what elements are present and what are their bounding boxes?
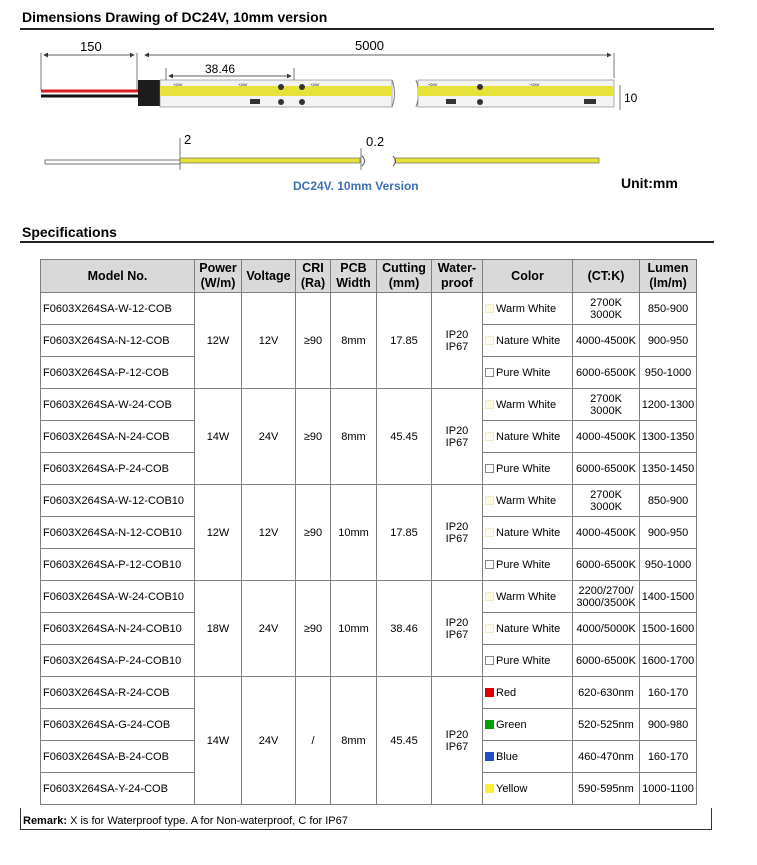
cutting-cell: 45.45 xyxy=(377,389,432,485)
ct-value: 4000-4500K xyxy=(576,526,636,539)
header-voltage: Voltage xyxy=(242,260,296,293)
color-swatch xyxy=(485,720,494,729)
color-label: Red xyxy=(496,686,517,699)
color-cell xyxy=(483,773,573,805)
pcb-cell: 8mm xyxy=(331,389,377,485)
header-cri: CRI (Ra) xyxy=(296,260,331,293)
pcb-cell: 10mm xyxy=(331,581,377,677)
ct-cell xyxy=(573,421,640,453)
dim-wire-length: 150 xyxy=(80,39,102,54)
color-swatch xyxy=(485,624,494,633)
model-cell: F0603X264SA-P-24-COB xyxy=(41,453,195,485)
color-swatch xyxy=(485,752,494,761)
color-swatch xyxy=(485,496,494,505)
pad-label: +24V xyxy=(238,82,248,87)
waterproof-cell xyxy=(432,389,483,485)
dim-width: 10 xyxy=(624,91,638,105)
pcb-cell: 8mm xyxy=(331,677,377,805)
waterproof-rating: IP67 xyxy=(445,532,469,545)
ct-cell xyxy=(573,677,640,709)
color-swatch xyxy=(485,560,494,569)
color-label: Yellow xyxy=(496,782,528,795)
color-label: Warm White xyxy=(496,398,557,411)
table-row xyxy=(41,389,697,421)
voltage-cell: 24V xyxy=(242,581,296,677)
color-cell xyxy=(483,421,573,453)
lumen-cell: 900-950 xyxy=(640,517,697,549)
ct-value: 6000-6500K xyxy=(576,558,636,571)
color-label: Green xyxy=(496,718,527,731)
cutting-cell: 45.45 xyxy=(377,677,432,805)
header-cutting: Cutting (mm) xyxy=(377,260,432,293)
ct-cell xyxy=(573,613,640,645)
ct-value: 2200/2700/ xyxy=(578,584,634,597)
ct-cell xyxy=(573,741,640,773)
model-cell: F0603X264SA-N-24-COB xyxy=(41,421,195,453)
power-cell: 18W xyxy=(195,581,242,677)
lumen-cell: 1200-1300 xyxy=(640,389,697,421)
waterproof-rating: IP20 xyxy=(445,728,469,741)
model-cell: F0603X264SA-N-12-COB xyxy=(41,325,195,357)
waterproof-cell xyxy=(432,581,483,677)
waterproof-rating: IP20 xyxy=(445,520,469,533)
ct-value: 460-470nm xyxy=(578,750,634,763)
ct-cell xyxy=(573,389,640,421)
model-cell: F0603X264SA-N-24-COB10 xyxy=(41,613,195,645)
color-label: Pure White xyxy=(496,366,551,379)
color-swatch xyxy=(485,464,494,473)
ct-cell xyxy=(573,453,640,485)
color-label: Warm White xyxy=(496,302,557,315)
model-cell: F0603X264SA-G-24-COB xyxy=(41,709,195,741)
header-pcb: PCB Width xyxy=(331,260,377,293)
waterproof-rating: IP20 xyxy=(445,328,469,341)
cri-cell: ≥90 xyxy=(296,485,331,581)
ct-cell xyxy=(573,485,640,517)
table-row xyxy=(41,677,697,709)
ct-cell xyxy=(573,357,640,389)
lumen-cell: 900-950 xyxy=(640,325,697,357)
model-cell: F0603X264SA-N-12-COB10 xyxy=(41,517,195,549)
remark-label: Remark: xyxy=(23,815,68,827)
waterproof-cell xyxy=(432,677,483,805)
remark xyxy=(20,808,712,830)
cri-cell: ≥90 xyxy=(296,293,331,389)
lumen-cell: 950-1000 xyxy=(640,357,697,389)
lumen-cell: 1400-1500 xyxy=(640,581,697,613)
color-label: Warm White xyxy=(496,590,557,603)
color-swatch xyxy=(485,336,494,345)
color-swatch xyxy=(485,688,494,697)
model-cell: F0603X264SA-W-12-COB xyxy=(41,293,195,325)
ct-value: 3000K xyxy=(590,308,622,321)
ct-value: 3000K xyxy=(590,500,622,513)
color-label: Warm White xyxy=(496,494,557,507)
specs-heading: Specifications xyxy=(22,224,117,240)
unit-label: Unit:mm xyxy=(621,175,678,191)
color-cell xyxy=(483,549,573,581)
ct-cell xyxy=(573,325,640,357)
ct-value: 2700K xyxy=(590,296,622,309)
header-lumen: Lumen (lm/m) xyxy=(640,260,697,293)
waterproof-rating: IP67 xyxy=(445,628,469,641)
drawing-caption: DC24V. 10mm Version xyxy=(293,179,419,193)
pad-label: +24V xyxy=(428,82,438,87)
power-cell: 12W xyxy=(195,293,242,389)
ct-value: 620-630nm xyxy=(578,686,634,699)
ct-cell xyxy=(573,709,640,741)
lumen-cell: 160-170 xyxy=(640,741,697,773)
waterproof-rating: IP67 xyxy=(445,436,469,449)
color-cell xyxy=(483,677,573,709)
model-cell: F0603X264SA-Y-24-COB xyxy=(41,773,195,805)
lumen-cell: 1000-1100 xyxy=(640,773,697,805)
color-cell xyxy=(483,581,573,613)
ct-value: 6000-6500K xyxy=(576,462,636,475)
color-cell xyxy=(483,293,573,325)
color-swatch xyxy=(485,304,494,313)
color-cell xyxy=(483,357,573,389)
model-cell: F0603X264SA-P-12-COB10 xyxy=(41,549,195,581)
color-label: Nature White xyxy=(496,526,561,539)
pcb-cell: 8mm xyxy=(331,293,377,389)
cri-cell: ≥90 xyxy=(296,581,331,677)
color-label: Nature White xyxy=(496,334,561,347)
color-label: Pure White xyxy=(496,558,551,571)
cri-cell: ≥90 xyxy=(296,389,331,485)
model-cell: F0603X264SA-R-24-COB xyxy=(41,677,195,709)
color-label: Blue xyxy=(496,750,519,763)
header-model: Model No. xyxy=(41,260,195,293)
color-label: Pure White xyxy=(496,654,551,667)
table-row xyxy=(41,485,697,517)
color-label: Nature White xyxy=(496,430,561,443)
ct-cell xyxy=(573,293,640,325)
ct-value: 520-525nm xyxy=(578,718,634,731)
ct-cell xyxy=(573,773,640,805)
lumen-cell: 1500-1600 xyxy=(640,613,697,645)
model-cell: F0603X264SA-P-12-COB xyxy=(41,357,195,389)
color-label: Pure White xyxy=(496,462,551,475)
color-cell xyxy=(483,453,573,485)
ct-value: 2700K xyxy=(590,488,622,501)
waterproof-rating: IP67 xyxy=(445,340,469,353)
table-row xyxy=(41,581,697,613)
ct-value: 4000-4500K xyxy=(576,430,636,443)
table-row xyxy=(41,293,697,325)
waterproof-cell xyxy=(432,293,483,389)
model-cell: F0603X264SA-P-24-COB10 xyxy=(41,645,195,677)
color-label: Nature White xyxy=(496,622,561,635)
power-cell: 12W xyxy=(195,485,242,581)
ct-value: 6000-6500K xyxy=(576,366,636,379)
header-waterproof: Water- proof xyxy=(432,260,483,293)
color-cell xyxy=(483,517,573,549)
ct-cell xyxy=(573,549,640,581)
model-cell: F0603X264SA-W-12-COB10 xyxy=(41,485,195,517)
color-cell xyxy=(483,389,573,421)
color-cell xyxy=(483,485,573,517)
color-swatch xyxy=(485,656,494,665)
model-cell: F0603X264SA-W-24-COB xyxy=(41,389,195,421)
drawing-heading: Dimensions Drawing of DC24V, 10mm version xyxy=(22,9,328,25)
color-swatch xyxy=(485,368,494,377)
pad-label: +24V xyxy=(530,82,540,87)
waterproof-cell xyxy=(432,485,483,581)
waterproof-rating: IP20 xyxy=(445,616,469,629)
cri-cell: / xyxy=(296,677,331,805)
ct-value: 3000/3500K xyxy=(576,596,636,609)
header-power: Power (W/m) xyxy=(195,260,242,293)
header-color: Color xyxy=(483,260,573,293)
cutting-cell: 17.85 xyxy=(377,293,432,389)
ct-cell xyxy=(573,645,640,677)
lumen-cell: 160-170 xyxy=(640,677,697,709)
voltage-cell: 12V xyxy=(242,485,296,581)
color-cell xyxy=(483,709,573,741)
color-swatch xyxy=(485,592,494,601)
power-cell: 14W xyxy=(195,677,242,805)
ct-cell xyxy=(573,581,640,613)
specs-rule xyxy=(20,241,714,243)
dim-cut-length: 38.46 xyxy=(205,62,236,76)
spec-table xyxy=(40,259,697,805)
header-ct: (CT:K) xyxy=(573,260,640,293)
header-row xyxy=(41,260,697,293)
ct-value: 3000K xyxy=(590,404,622,417)
color-swatch xyxy=(485,528,494,537)
color-cell xyxy=(483,741,573,773)
model-cell: F0603X264SA-W-24-COB10 xyxy=(41,581,195,613)
color-cell xyxy=(483,645,573,677)
pcb-cell: 10mm xyxy=(331,485,377,581)
ct-value: 590-595nm xyxy=(578,782,634,795)
color-swatch xyxy=(485,784,494,793)
waterproof-rating: IP67 xyxy=(445,740,469,753)
dim-thickness: 2 xyxy=(184,132,192,147)
ct-cell xyxy=(573,517,640,549)
ct-value: 6000-6500K xyxy=(576,654,636,667)
dim-pcb-thickness: 0.2 xyxy=(366,134,385,149)
lumen-cell: 850-900 xyxy=(640,485,697,517)
voltage-cell: 24V xyxy=(242,677,296,805)
lumen-cell: 850-900 xyxy=(640,293,697,325)
lumen-cell: 1600-1700 xyxy=(640,645,697,677)
lumen-cell: 1300-1350 xyxy=(640,421,697,453)
voltage-cell: 24V xyxy=(242,389,296,485)
cutting-cell: 38.46 xyxy=(377,581,432,677)
lumen-cell: 950-1000 xyxy=(640,549,697,581)
lumen-cell: 1350-1450 xyxy=(640,453,697,485)
color-cell xyxy=(483,613,573,645)
ct-value: 4000/5000K xyxy=(576,622,636,635)
dim-total-length: 5000 xyxy=(355,38,384,53)
pad-label: +24V xyxy=(310,82,320,87)
color-swatch xyxy=(485,432,494,441)
lumen-cell: 900-980 xyxy=(640,709,697,741)
color-cell xyxy=(483,325,573,357)
ct-value: 2700K xyxy=(590,392,622,405)
voltage-cell: 12V xyxy=(242,293,296,389)
power-cell: 14W xyxy=(195,389,242,485)
color-swatch xyxy=(485,400,494,409)
ct-value: 4000-4500K xyxy=(576,334,636,347)
cutting-cell: 17.85 xyxy=(377,485,432,581)
remark-text: X is for Waterproof type. A for Non-waterproof, C for IP67 xyxy=(67,815,348,827)
pad-label: +24V xyxy=(173,82,183,87)
waterproof-rating: IP20 xyxy=(445,424,469,437)
model-cell: F0603X264SA-B-24-COB xyxy=(41,741,195,773)
